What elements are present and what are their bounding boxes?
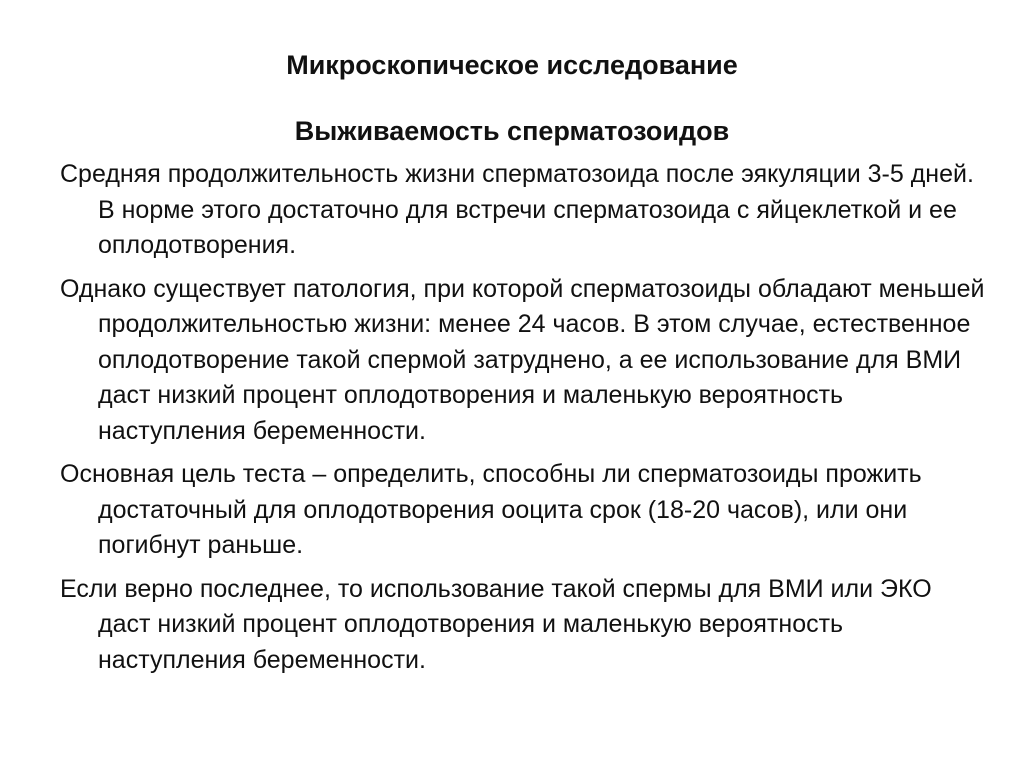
paragraph-lifespan: Средняя продолжительность жизни сперматозоида после эякуляции 3-5 дней. В норме этого достаточно для встречи сперматозоида с яйцеклеткой и ее оплодотворения.: [60, 160, 974, 259]
paragraph-conclusion: Если верно последнее, то использование такой спермы для ВМИ или ЭКО даст низкий процент оплодотворения и маленькую вероятность наступления беременности.: [60, 574, 932, 674]
paragraph-list: [60, 157, 990, 686]
paragraph-test-goal: Основная цель теста – определить, способны ли сперматозоиды прожить достаточный для оплодотворения ооцита срок (18-20 часов), или они погибнут раньше.: [60, 460, 922, 559]
slide-title: Микроскопическое исследование: [286, 50, 738, 80]
slide-subtitle: Выживаемость сперматозоидов: [294, 116, 730, 146]
paragraph-pathology: Однако существует патология, при которой сперматозоиды обладают меньшей продолжительностью жизни: менее 24 часов. В этом случае, естественное оплодотворение такой спермой затруднено, а ее использование для ВМИ даст низкий процент оплодотворения и маленькую вероятность наступления беременности.: [60, 274, 985, 445]
